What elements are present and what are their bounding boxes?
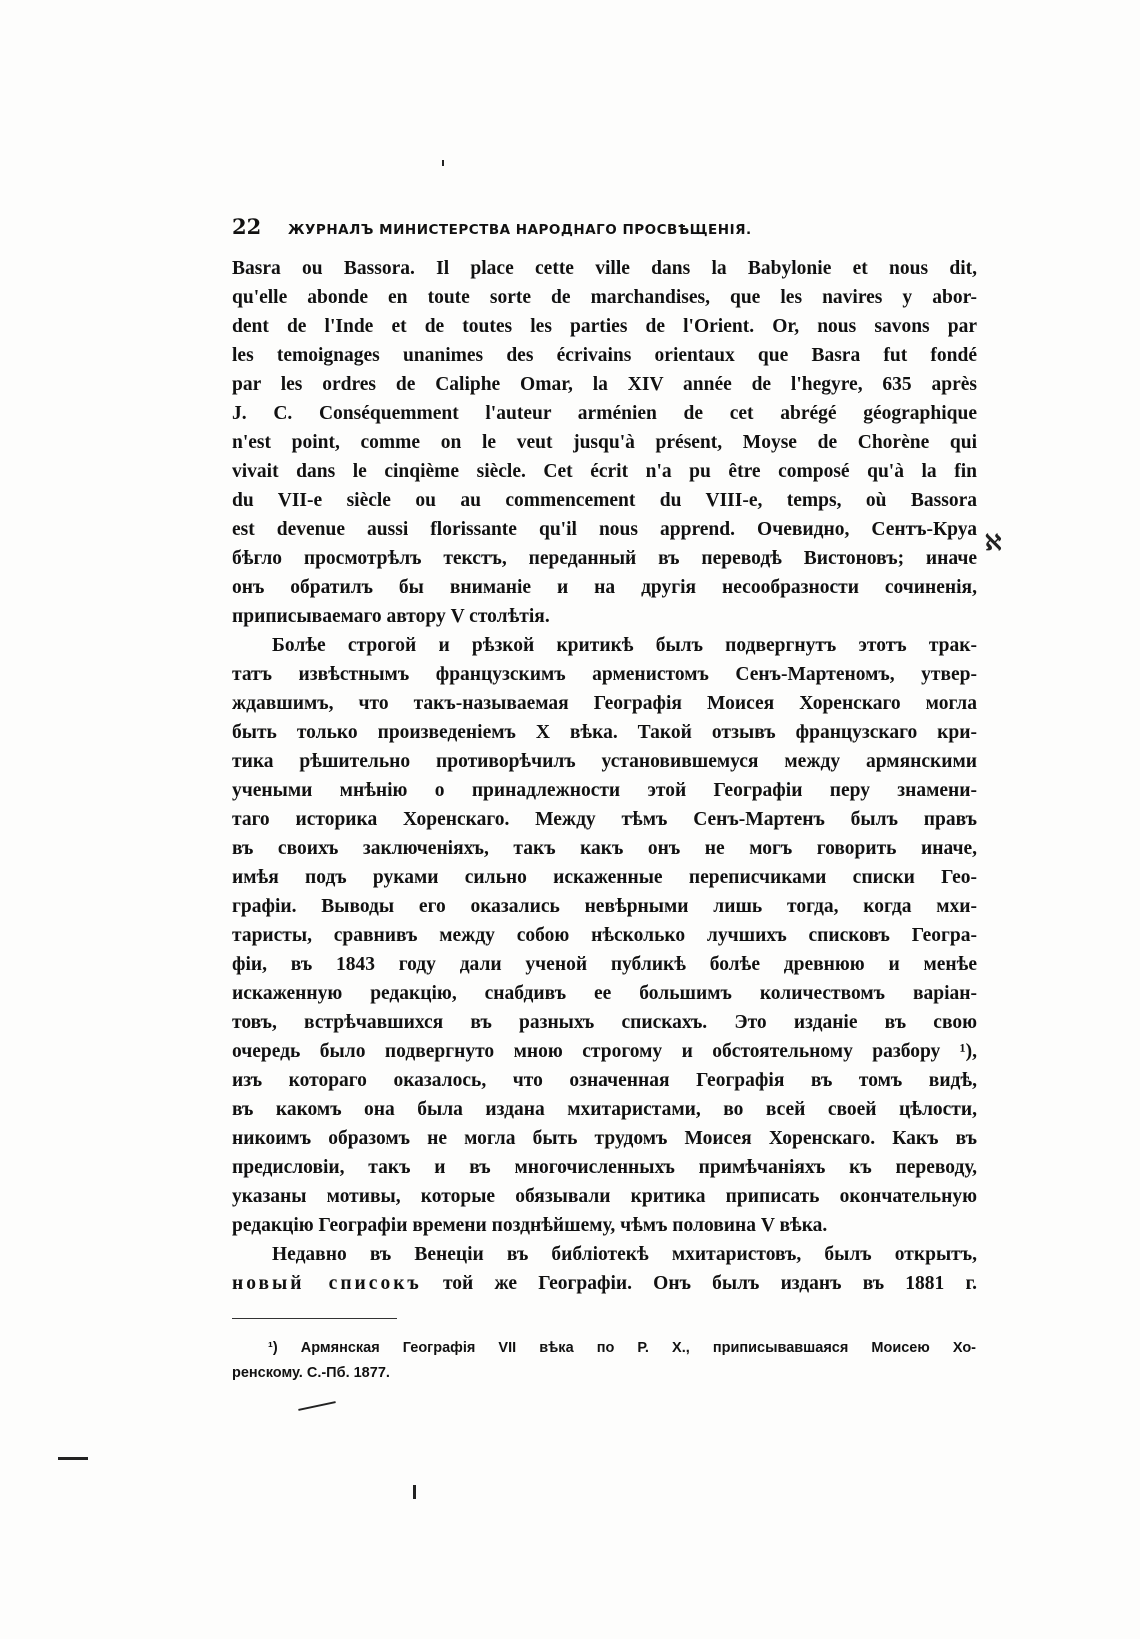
footnote-line-continuation: ренскому. С.-Пб. 1877. [232, 1365, 390, 1381]
paragraph-start-line: Недавно въ Венеціи въ библіотекѣ мхитаристовъ, былъ открытъ, [272, 1244, 977, 1265]
page-number: 22 [232, 214, 262, 239]
text-line: бѣгло просмотрѣлъ текстъ, переданный въ переводѣ Вистоновъ; иначе [232, 548, 977, 569]
text-line: учеными мнѣнію о принадлежности этой Географіи перу знамени- [232, 780, 977, 801]
scan-mark [413, 1485, 416, 1499]
text-line: указаны мотивы, которые обязывали критика приписать окончательную [232, 1186, 977, 1207]
journal-title: ЖУРНАЛЪ МИНИСТЕРСТВА НАРОДНАГО ПРОСВѢЩЕНІЯ. [288, 222, 752, 238]
paragraph-end-line: приписываемаго автору V столѣтія. [232, 606, 550, 627]
text-line: фіи, въ 1843 году дали ученой публикѣ болѣе древнюю и менѣе [232, 954, 977, 975]
text-line: du VII-e siècle ou au commencement du VIII-e, temps, où Bassora [232, 490, 977, 511]
scan-mark [298, 1401, 336, 1411]
text-line: очередь было подвергнуто мною строгому и обстоятельному разбору ¹), [232, 1041, 977, 1062]
text-line: таго историка Хоренскаго. Между тѣмъ Сенъ-Мартенъ былъ правъ [232, 809, 977, 830]
footnote-rule [232, 1318, 397, 1319]
running-head [232, 214, 977, 244]
spaced-words: новый списокъ [232, 1273, 422, 1294]
footnote-text: Армянская Географія VII вѣка по Р. Х., приписывавшаяся Моисею Хо- [300, 1340, 976, 1356]
text-line: est devenue aussi florissante qu'il nous apprend. Очевидно, Сентъ-Круа [232, 519, 977, 540]
text-line: быть только произведеніемъ X вѣка. Такой отзывъ французскаго кри- [232, 722, 977, 743]
text-line-last [232, 1269, 977, 1298]
text-line: татъ извѣстнымъ французскимъ арменистомъ Сенъ-Мартеномъ, утвер- [232, 664, 977, 685]
text-line: J. C. Conséquemment l'auteur arménien de cet abrégé géographique [232, 403, 977, 424]
margin-note: ℵ [985, 530, 1002, 556]
text-line-rest: той же Географіи. Онъ былъ изданъ въ 1881 г. [421, 1273, 977, 1294]
text-line: les temoignages unanimes des écrivains orientaux que Basra fut fondé [232, 345, 977, 366]
text-line: онъ обратилъ бы вниманіе и на другія несообразности сочиненія, [232, 577, 977, 598]
paragraph-start-line: Болѣе строгой и рѣзкой критикѣ былъ подвергнутъ этотъ трак- [272, 635, 977, 656]
text-line: n'est point, comme on le veut jusqu'à présent, Moyse de Chorène qui [232, 432, 977, 453]
text-line: par les ordres de Caliphe Omar, la XIV année de l'hegyre, 635 après [232, 374, 977, 395]
scan-mark [442, 160, 444, 166]
text-line: графіи. Выводы его оказались невѣрными лишь тогда, когда мхи- [232, 896, 977, 917]
text-line: ждавшимъ, что такъ-называемая Географія Моисея Хоренскаго могла [232, 693, 977, 714]
text-line: qu'elle abonde en toute sorte de marchandises, que les navires y abor- [232, 287, 977, 308]
text-line: dent de l'Inde et de toutes les parties de l'Orient. Or, nous savons par [232, 316, 977, 337]
text-line: въ какомъ она была издана мхитаристами, во всей своей цѣлости, [232, 1099, 977, 1120]
text-line: изъ котораго оказалось, что означенная Географія въ томъ видѣ, [232, 1070, 977, 1091]
scan-mark [58, 1457, 88, 1460]
paragraph-end-line: редакцію Географіи времени позднѣйшему, чѣмъ половина V вѣка. [232, 1215, 828, 1236]
text-line: никоимъ образомъ не могла быть трудомъ Моисея Хоренскаго. Какъ въ [232, 1128, 977, 1149]
text-line: въ своихъ заключеніяхъ, такъ какъ онъ не могъ говорить иначе, [232, 838, 977, 859]
text-line: vivait dans le cinqième siècle. Cet écrit n'a pu être composé qu'à la fin [232, 461, 977, 482]
footnote-line [268, 1336, 976, 1361]
text-line: товъ, встрѣчавшихся въ разныхъ спискахъ. Это изданіе въ свою [232, 1012, 977, 1033]
footnote-marker: ¹) [268, 1340, 278, 1356]
footnote [232, 1336, 976, 1386]
text-line: тика рѣшительно противорѣчилъ установившемуся между армянскими [232, 751, 977, 772]
text-line: искаженную редакцію, снабдивъ ее большимъ количествомъ варіан- [232, 983, 977, 1004]
text-line: таристы, сравнивъ между собою нѣсколько лучшихъ списковъ Геогра- [232, 925, 977, 946]
text-line: имѣя подъ руками сильно искаженные переписчиками списки Гео- [232, 867, 977, 888]
text-line: Basra ou Bassora. Il place cette ville dans la Babylonie et nous dit, [232, 258, 977, 279]
body-text [232, 254, 977, 1298]
text-line: предисловіи, такъ и въ многочисленныхъ примѣчаніяхъ къ переводу, [232, 1157, 977, 1178]
